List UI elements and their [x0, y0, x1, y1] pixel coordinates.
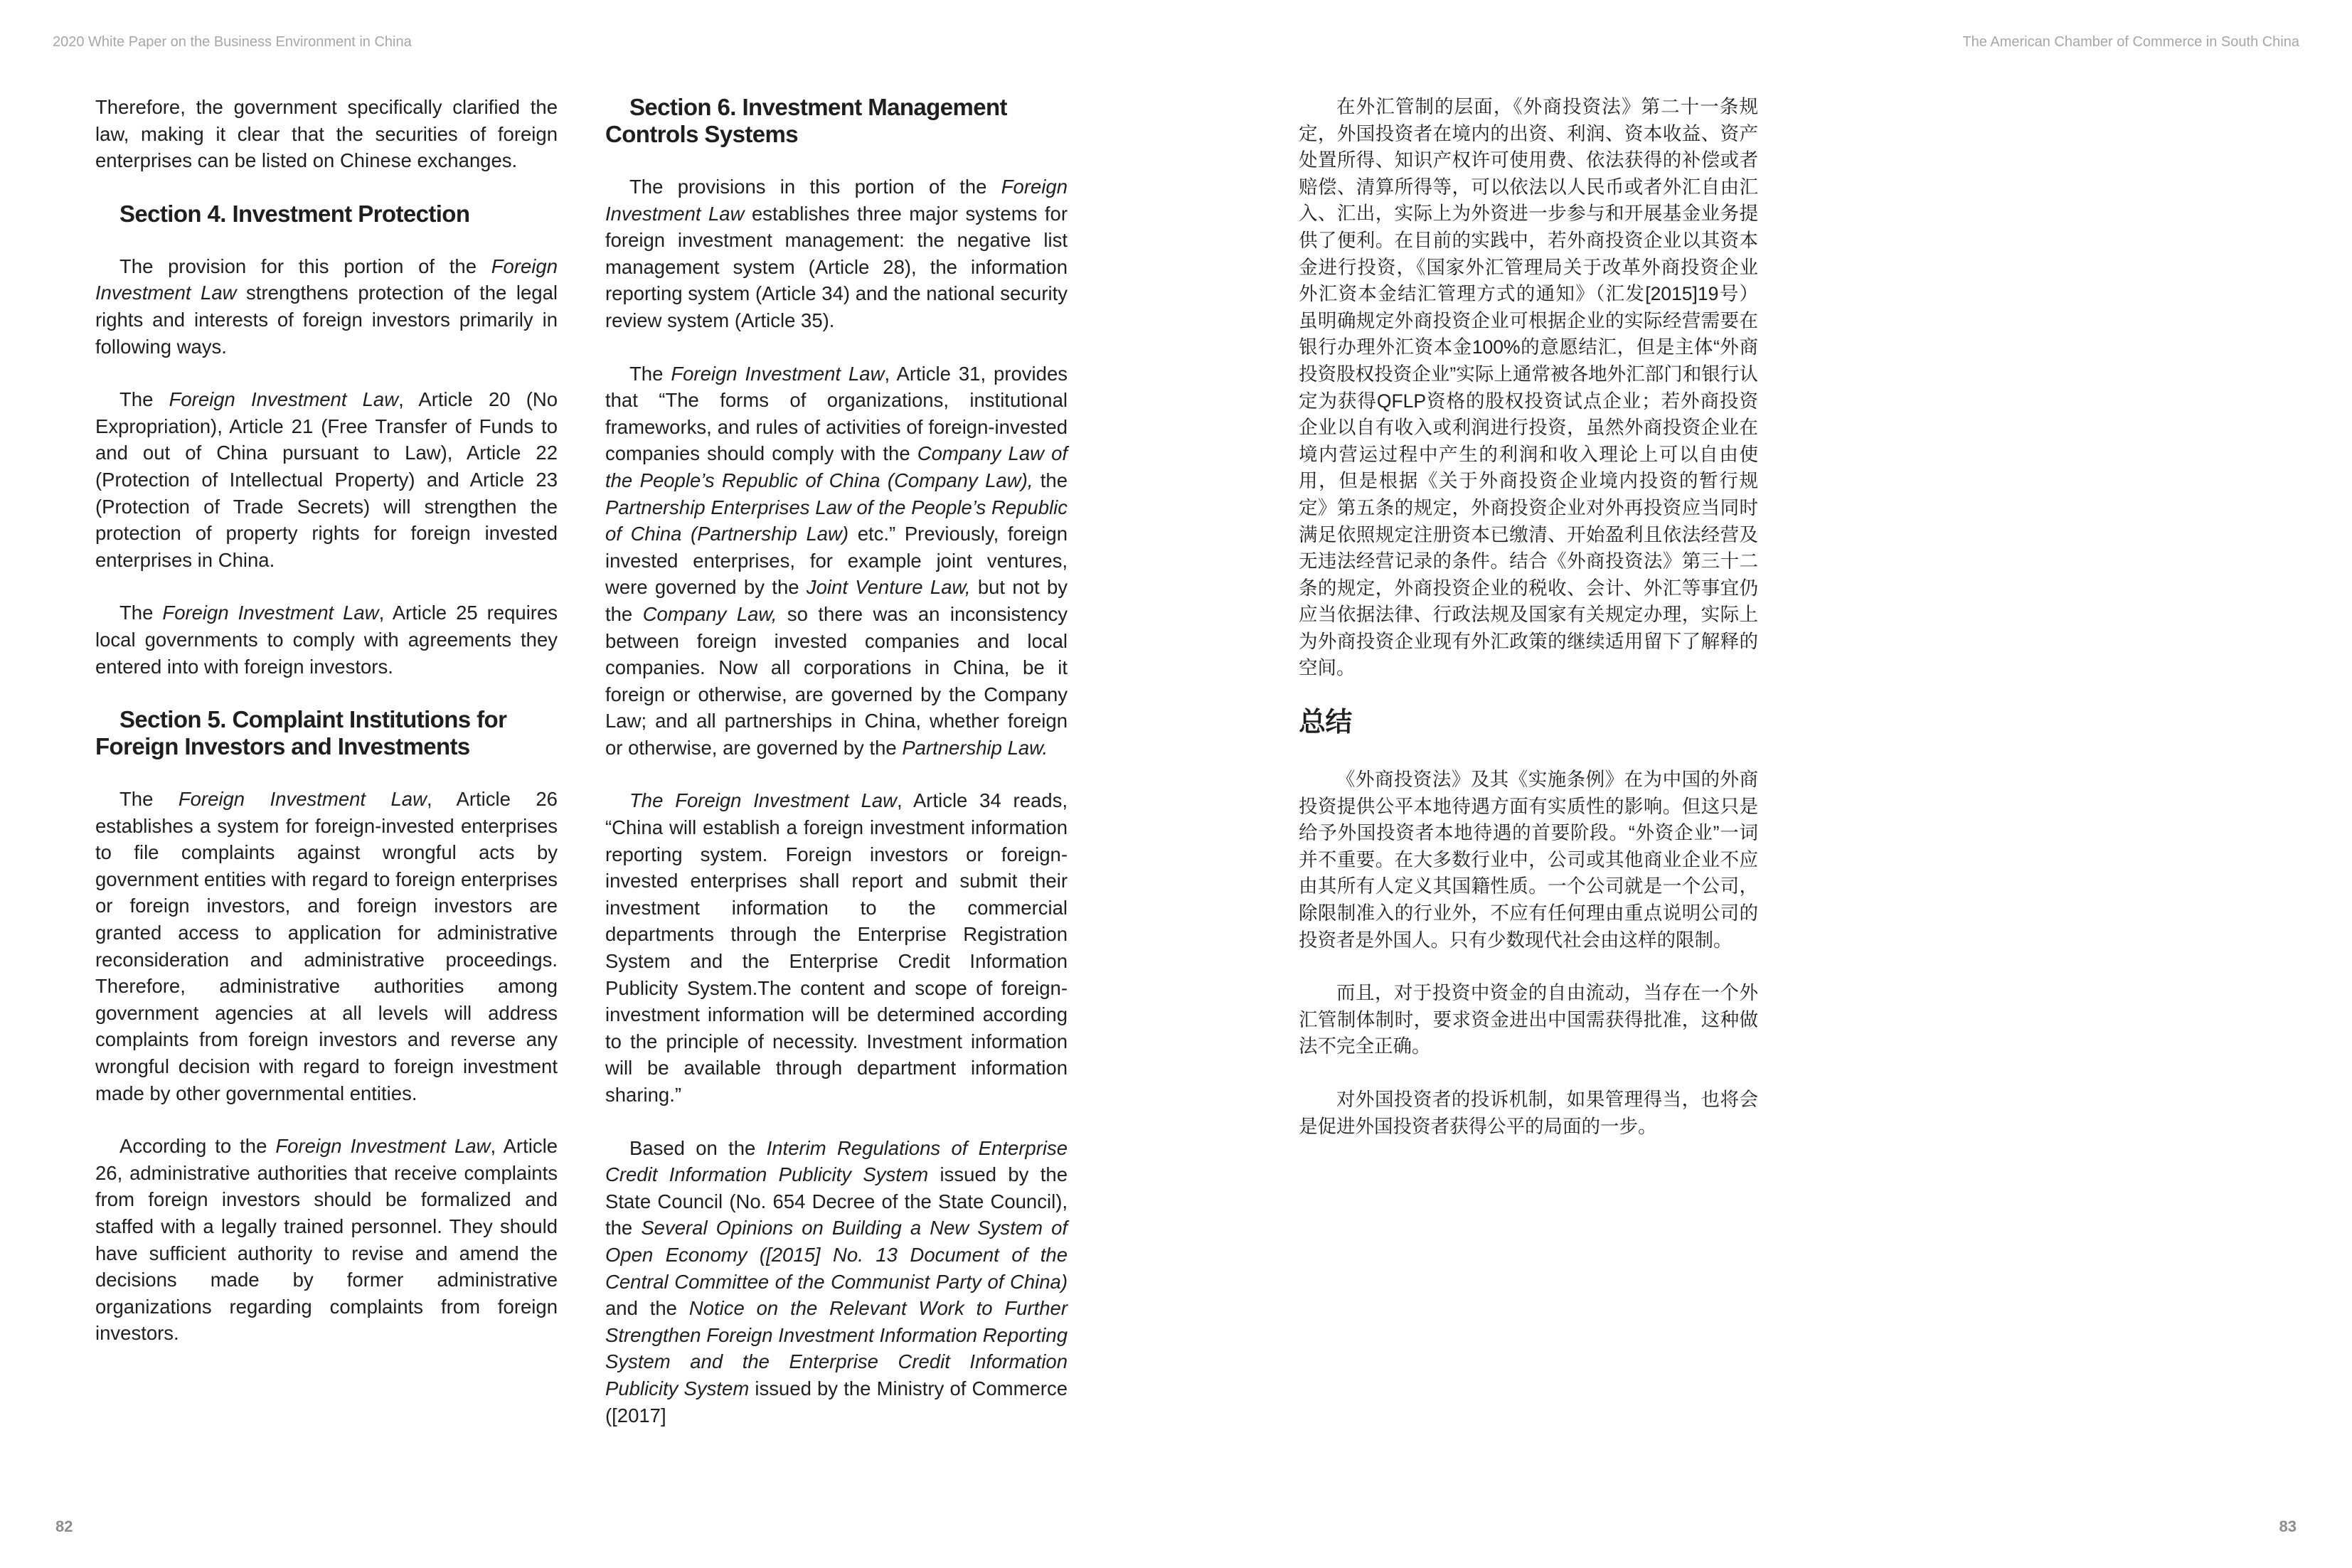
column-right-chinese: [1299, 94, 1758, 1166]
paragraph: The Foreign Investment Law, Article 20 (No Expropriation), Article 21 (Free Transfer of Funds to and out of China pursuant to Law), Article 22 (Protection of Intellectual Property) and Article 23 (Protection of Trade Secrets) will strengthen the protection of property rights for foreign invested enterprises in China.: [95, 388, 558, 571]
paragraph: The provision for this portion of the Foreign Investment Law strengthens protection of the legal rights and interests of foreign investors primarily in following ways.: [95, 255, 558, 358]
section-heading-summary: 总结: [1299, 708, 1352, 738]
paragraph: The Foreign Investment Law, Article 26 establishes a system for foreign-invested enterprises to file complaints against wrongful acts by government entities with regard to foreign enterprises or foreign investors, and foreign investors are granted access to application for administrative reconsideration and administrative proceedings. Therefore, administrative authorities among government agencies at all levels will address complaints from foreign investors and reverse any wrongful decision with regard to foreign investment made by other governmental entities.: [95, 788, 558, 1104]
page-number-right: 83: [2279, 1518, 2297, 1535]
section-heading: Section 4. Investment Protection: [119, 200, 470, 227]
paragraph: The provisions in this portion of the Foreign Investment Law establishes three major systems for foreign investment management: the negative list management system (Article 28), the information reporting system (Article 34) and the national security review system (Article 35).: [605, 176, 1068, 331]
paragraph: Based on the Interim Regulations of Enterprise Credit Information Publicity System issued by the State Council (No. 654 Decree of the State Council), the Several Opinions on Building a New System of Open Economy ([2015] No. 13 Document of the Central Committee of the Communist Party of China) and the Notice on the Relevant Work to Further Strengthen Foreign Investment Information Reporting System and the Enterprise Credit Information Publicity System issued by the Ministry of Commerce ([2017]: [605, 1136, 1068, 1426]
page-number-left: 82: [55, 1518, 73, 1535]
paragraph: 对外国投资者的投诉机制，如果管理得当，也将会是促进外国投资者获得公平的局面的一步。: [1299, 1089, 1758, 1137]
paragraph: The Foreign Investment Law, Article 31, provides that “The forms of organizations, institutional frameworks, and rules of activities of foreign-invested companies should comply with the Company Law of the People’s Republic of China (Company Law), the Partnership Enterprises Law of the People’s Republic of China (Partnership Law) etc.” Previously, foreign invested enterprises, for example joint ventures, were governed by the Joint Venture Law, but not by the Company Law, so there was an inconsistency between foreign invested companies and local companies. Now all corporations in China, be it foreign or otherwise, are governed by the Company Law; and all partnerships in China, whether foreign or otherwise, are governed by the Partnership Law.: [605, 362, 1068, 759]
column-left: [95, 94, 558, 1373]
paragraph: Therefore, the government specifically clarified the law, making it clear that the securities of foreign enterprises can be listed on Chinese exchanges.: [95, 96, 558, 172]
paragraph: The Foreign Investment Law, Article 34 reads, “China will establish a foreign investment information reporting system. Foreign investors or foreign-invested enterprises shall report and submit their investment information to the commercial departments through the Enterprise Registration System and the Enterprise Credit Information Publicity System.The content and scope of foreign-investment information will be determined according to the principle of necessity. Investment information will be available through department information sharing.”: [605, 789, 1068, 1106]
paragraph: The Foreign Investment Law, Article 25 requires local governments to comply with agreements they entered into with foreign investors.: [95, 602, 558, 678]
running-header-right: The American Chamber of Commerce in South China: [1962, 34, 2299, 50]
paragraph: 在外汇管制的层面，《外商投资法》第二十一条规定，外国投资者在境内的出资、利润、资本收益、资产处置所得、知识产权许可使用费、依法获得的补偿或者赔偿、清算所得等，可以依法以人民币或者外汇自由汇入、汇出，实际上为外资进一步参与和开展基金业务提供了便利。在目前的实践中，若外商投资企业以其资本金进行投资，《国家外汇管理局关于改革外商投资企业外汇资本金结汇管理方式的通知》（汇发[2015]19号）虽明确规定外商投资企业可根据企业的实际经营需要在银行办理外汇资本金100%的意愿结汇，但是主体“外商投资股权投资企业”实际上通常被各地外汇部门和银行认定为获得QFLP资格的股权投资试点企业；若外商投资企业以自有收入或利润进行投资，虽然外商投资企业在境内营运过程中产生的利润和收入理论上可以自由使用，但是根据《关于外商投资企业境内投资的暂行规定》第五条的规定，外商投资企业对外再投资应当同时满足依照规定注册资本已缴清、开始盈利且依法经营及无违法经营记录的条件。结合《外商投资法》第三十二条的规定，外商投资企业的税收、会计、外汇等事宜仍应当依据法律、行政法规及国家有关规定办理，实际上为外商投资企业现有外汇政策的继续适用留下了解释的空间。: [1299, 96, 1758, 679]
paragraph: 《外商投资法》及其《实施条例》在为中国的外商投资提供公平本地待遇方面有实质性的影响。但这只是给予外国投资者本地待遇的首要阶段。“外资企业”一词并不重要。在大多数行业中，公司或其他商业企业不应由其所有人定义其国籍性质。一个公司就是一个公司，除限制准入的行业外，不应有任何理由重点说明公司的投资者是外国人。只有少数现代社会由这样的限制。: [1299, 769, 1758, 951]
section-heading: Section 5. Complaint Institutions for Foreign Investors and Investments: [95, 706, 507, 760]
column-middle: [605, 94, 1068, 1455]
section-heading: Section 6. Investment Management Controls Systems: [605, 94, 1007, 147]
paragraph: 而且，对于投资中资金的自由流动，当存在一个外汇管制体制时，要求资金进出中国需获得批准，这种做法不完全正确。: [1299, 982, 1758, 1057]
paragraph: According to the Foreign Investment Law, Article 26, administrative authorities that receive complaints from foreign investors should be formalized and staffed with a legally trained personnel. They should have sufficient authority to revise and amend the decisions made by former administrative organizations regarding complaints from foreign investors.: [95, 1135, 558, 1345]
running-header-left: 2020 White Paper on the Business Environment in China: [53, 34, 412, 50]
